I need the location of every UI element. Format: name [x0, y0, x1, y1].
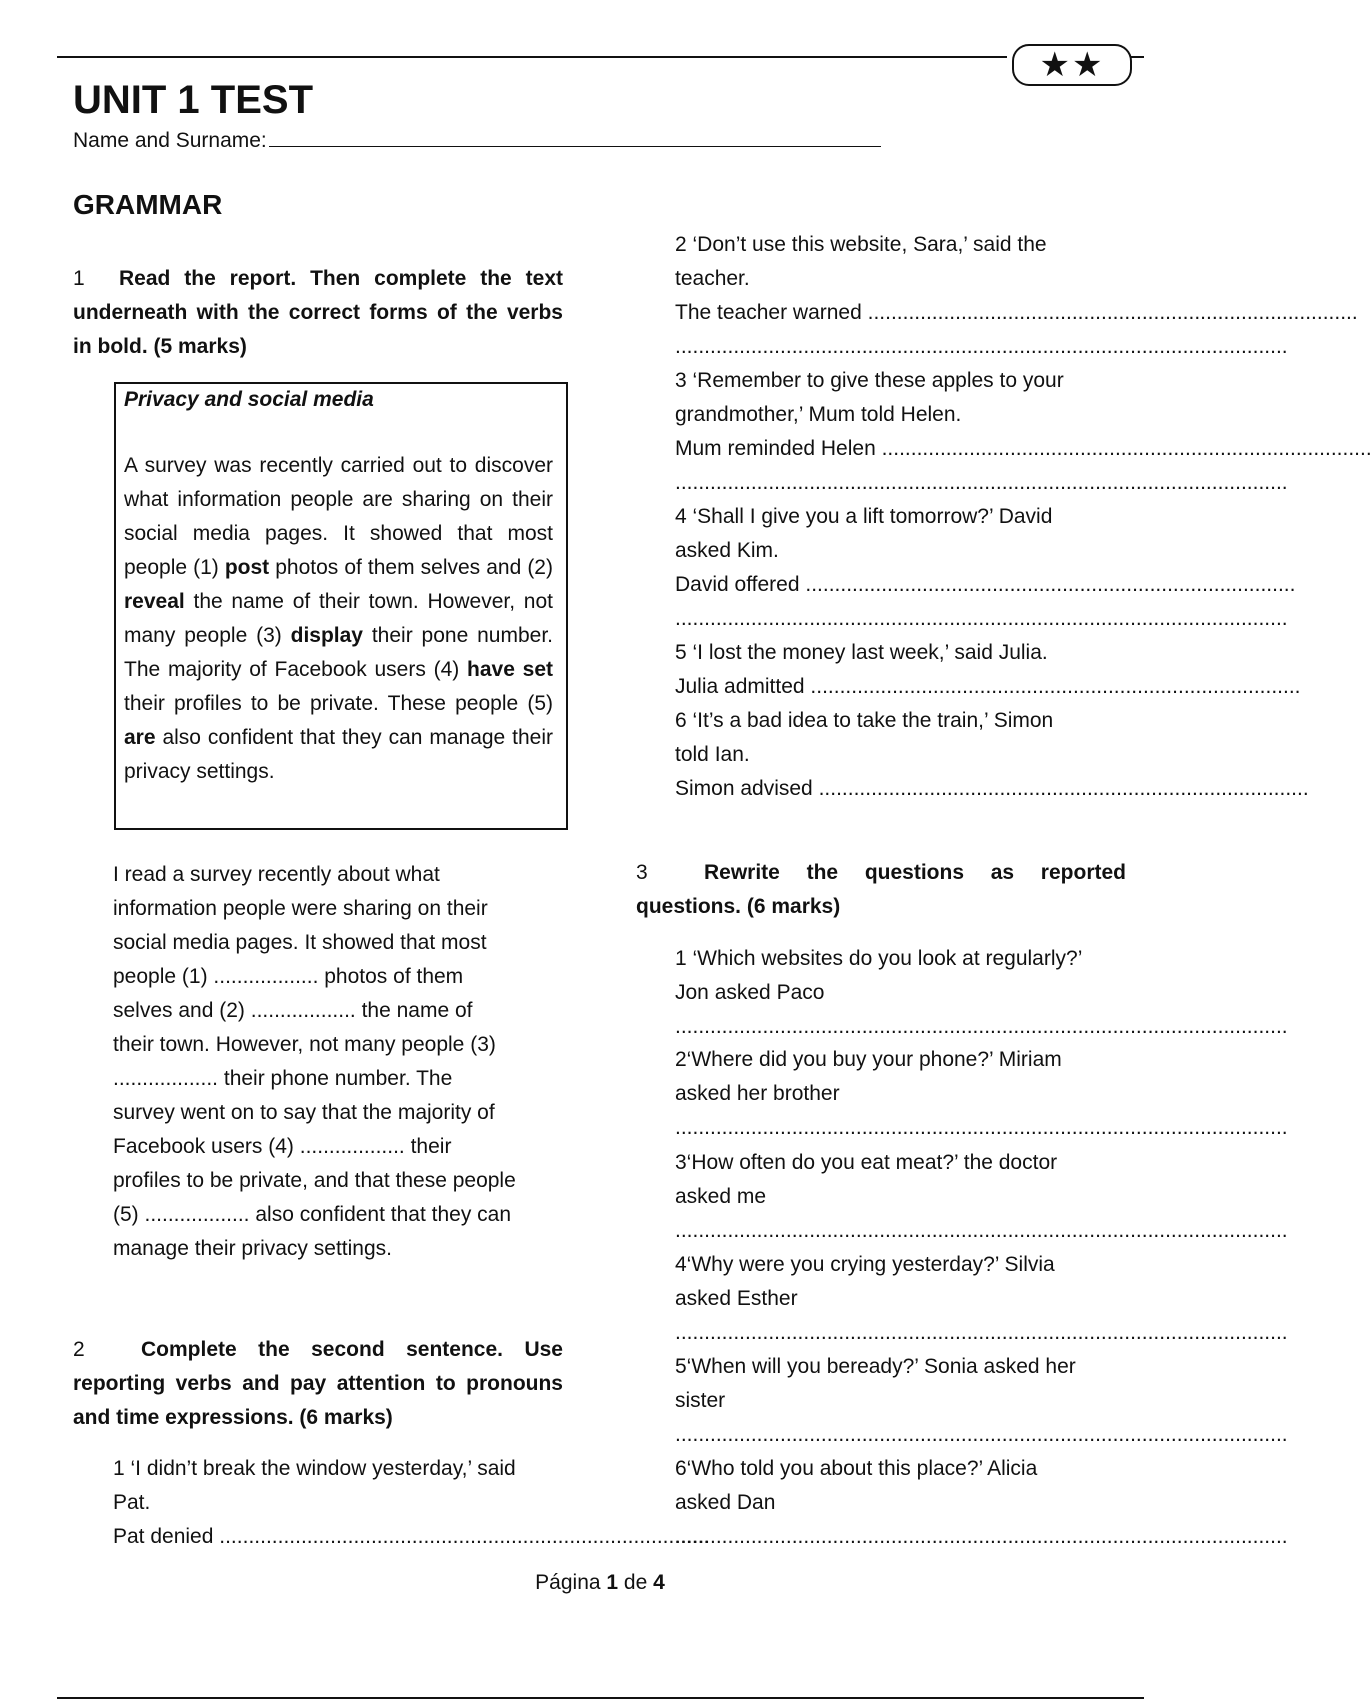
keyword: reveal [124, 590, 185, 613]
name-field[interactable] [269, 124, 881, 147]
answer-line[interactable]: ......................................................................................................... [675, 1116, 1288, 1139]
page-title: UNIT 1 TEST [73, 78, 314, 122]
gapped-line: profiles to be private, and that these people [113, 1169, 516, 1192]
difficulty-rating-badge [1012, 44, 1132, 86]
gapped-line: their town. However, not many people (3) [113, 1033, 496, 1056]
answer-line[interactable]: ......................................................................................................... [675, 1219, 1288, 1242]
name-field-row [73, 124, 881, 158]
exercise-3-item-2: 2‘Where did you buy your phone?’ Miriam asked her brother ......................................................................................................... [675, 1043, 1125, 1145]
exercise-2-item-6: 6 ‘It’s a bad idea to take the train,’ Simon told Ian. Simon advised .................................................................................... [675, 704, 1125, 806]
header-rule-end [1130, 56, 1144, 58]
report-text: A survey was recently carried out to discover what information people are sharing on their social media pages. It showed that most people (1) post photos of them selves and (2) reveal the name of their town. However, not many people (3) display their pone number. The majority of Facebook users (4) have set their profiles to be private. These people (5) are also confident that they can manage their privacy settings. [124, 454, 553, 783]
section-title: GRAMMAR [73, 189, 223, 220]
answer-line[interactable]: Simon advised .................................................................................... [675, 777, 1309, 800]
exercise-3-item-6: 6‘Who told you about this place?’ Alicia asked Dan ......................................................................................................... [675, 1452, 1125, 1554]
exercise-1-instruction: 1 Read the report. Then complete the text underneath with the correct forms of the verbs in bold. (5 marks) [73, 262, 563, 364]
gapped-line[interactable]: selves and (2) .................. the name of [113, 999, 473, 1022]
keyword: post [224, 556, 270, 579]
gapped-line: social media pages. It showed that most [113, 931, 487, 954]
exercise-3-instruction: 3 Rewrite the questions as reported questions. (6 marks) [636, 856, 1126, 924]
answer-line[interactable]: ......................................................................................................... [675, 1423, 1288, 1446]
gapped-line: survey went on to say that the majority of [113, 1101, 495, 1124]
exercise-2-item-5: 5 ‘I lost the money last week,’ said Julia. Julia admitted .................................................................................... [675, 636, 1125, 704]
exercise-2-number: 2 [73, 1338, 85, 1361]
keyword: display [290, 624, 363, 647]
answer-line[interactable]: ......................................................................................................... [675, 471, 1288, 494]
exercise-3-number: 3 [636, 861, 648, 884]
answer-line[interactable]: The teacher warned .................................................................................... [675, 301, 1358, 324]
gapped-line[interactable]: .................. their phone number. The [113, 1067, 453, 1090]
answer-line[interactable]: ......................................................................................................... [675, 1015, 1288, 1038]
exercise-3-item-3: 3‘How often do you eat meat?’ the doctor asked me ......................................................................................................... [675, 1146, 1125, 1248]
header-rule [57, 56, 1007, 58]
gapped-line[interactable]: (5) .................. also confident that they can [113, 1203, 512, 1226]
star-icon: ★★ [1039, 46, 1105, 84]
name-field-label: Name and Surname: [73, 129, 267, 152]
answer-line[interactable]: Mum reminded Helen .................................................................................... [675, 437, 1372, 460]
gapped-line: manage their privacy settings. [113, 1237, 392, 1260]
answer-line[interactable]: Pat denied .................................................................................... [113, 1525, 710, 1548]
keyword: are [124, 726, 156, 749]
keyword: have set [467, 658, 553, 681]
exercise-2-instruction: 2 Complete the second sentence. Use reporting verbs and pay attention to pronouns and time expressions. (6 marks) [73, 1333, 563, 1435]
answer-line[interactable]: ......................................................................................................... [675, 607, 1288, 630]
answer-line[interactable]: ......................................................................................................... [675, 335, 1288, 358]
gapped-line[interactable]: people (1) .................. photos of them [113, 965, 464, 988]
exercise-2-item-4: 4 ‘Shall I give you a lift tomorrow?’ David asked Kim. David offered .................................................................................... ......................................................................................................... [675, 500, 1125, 636]
gapped-line[interactable]: Facebook users (4) .................. their [113, 1135, 452, 1158]
exercise-3-item-5: 5‘When will you beready?’ Sonia asked her sister ......................................................................................................... [675, 1350, 1125, 1452]
gapped-line: information people were sharing on their [113, 897, 488, 920]
footer-rule [57, 1697, 1144, 1699]
gapped-line: I read a survey recently about what [113, 863, 440, 886]
answer-line[interactable]: ......................................................................................................... [675, 1321, 1288, 1344]
gapped-text [113, 858, 583, 1266]
exercise-3-item-1: 1 ‘Which websites do you look at regularly?’ Jon asked Paco ......................................................................................................... [675, 942, 1125, 1044]
exercise-1-number: 1 [73, 267, 85, 290]
answer-line[interactable]: ......................................................................................................... [675, 1525, 1288, 1548]
answer-line[interactable]: David offered .................................................................................... [675, 573, 1296, 596]
exercise-2-item-2: 2 ‘Don’t use this website, Sara,’ said the teacher. The teacher warned .................................................................................... ......................................................................................................... [675, 228, 1125, 364]
exercise-3-item-4: 4‘Why were you crying yesterday?’ Silvia asked Esther ......................................................................................................... [675, 1248, 1125, 1350]
exercise-2-item-1: 1 ‘I didn’t break the window yesterday,’ said Pat. Pat denied .................................................................................... [113, 1452, 560, 1554]
page-number: Página 1 de 4 [535, 1571, 665, 1594]
answer-line[interactable]: Julia admitted .................................................................................... [675, 675, 1301, 698]
report-title: Privacy and social media [124, 388, 374, 411]
exercise-2-item-3: 3 ‘Remember to give these apples to your grandmother,’ Mum told Helen. Mum reminded Helen .................................................................................... ......................................................................................................... [675, 364, 1125, 500]
